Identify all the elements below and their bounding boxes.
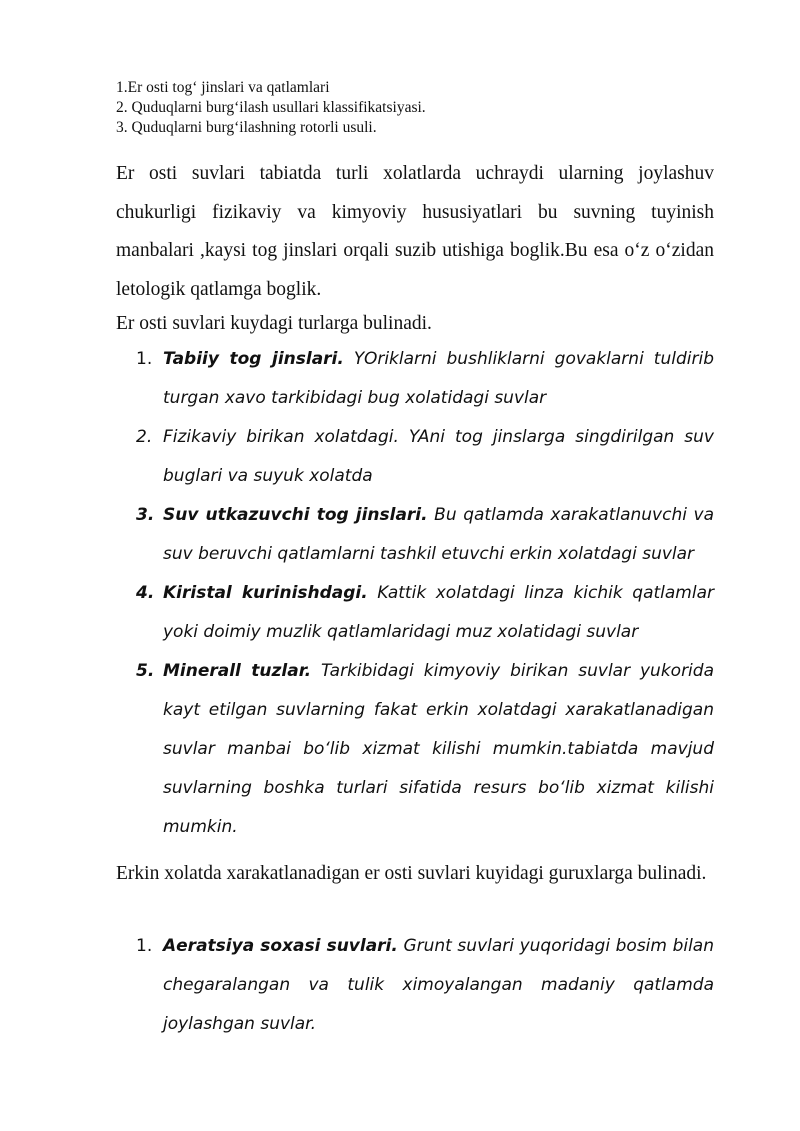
list-item — [116, 652, 714, 847]
intro-paragraph: Er osti suvlari tabiatda turli xolatlarda uchraydi ularning joylashuv chukurligi fizikaviy va kimyoviy hususiyatlari bu suvning tuyinish manbalari ,kaysi tog jinslari orqali suzib utishiga boglik.Bu esa o‘z o‘zidan letologik qatlamga boglik. — [116, 163, 714, 300]
item-number: 5. — [136, 661, 155, 681]
outline-item: 2. Quduqlarni burg‘ilash usullari klassifikatsiyasi. — [116, 99, 426, 116]
item-title: Aeratsiya soxasi suvlari. — [163, 936, 398, 956]
list-item — [116, 496, 714, 574]
item-number: 1. — [136, 936, 153, 956]
outline-item: 1.Er osti tog‘ jinslari va qatlamlari — [116, 79, 330, 96]
item-text: Bu qatlamda xarakatlanuvchi va suv beruvchi qatlamlarni tashkil etuvchi erkin xolatdagi suvlar — [163, 505, 714, 564]
item-text: YOriklarni bushliklarni govaklarni tuldirib turgan xavo tarkibidagi bug xolatidagi suvlar — [163, 349, 714, 408]
water-types-list — [116, 340, 714, 847]
item-title: Suv utkazuvchi tog jinslari. — [163, 505, 428, 525]
item-number: 1. — [136, 349, 153, 369]
item-text: Grunt suvlari yuqoridagi bosim bilan chegaralangan va tulik ximoyalangan madaniy qatlamda joylashgan suvlar. — [163, 936, 714, 1034]
item-number: 4. — [136, 583, 155, 603]
list-item — [116, 340, 714, 418]
outline-item: 3. Quduqlarni burg‘ilashning rotorli usuli. — [116, 119, 377, 136]
item-title: Tabiiy tog jinslari. — [163, 349, 344, 369]
groups-intro-paragraph: Erkin xolatda xarakatlanadigan er osti suvlari kuyidagi guruxlarga bulinadi. — [116, 863, 707, 884]
item-number: 2. — [136, 427, 153, 447]
topic-outline — [116, 78, 716, 138]
item-text: Tarkibidagi kimyoviy birikan suvlar yukorida kayt etilgan suvlarning fakat erkin xolatdagi xarakatlanadigan suvlar manbai bo‘lib xizmat kilishi mumkin.tabiatda mavjud suvlarning boshka turlari sifatida resurs bo‘lib xizmat kilishi mumkin. — [163, 661, 714, 837]
item-title: Minerall tuzlar. — [163, 661, 312, 681]
item-text: Kattik xolatdagi linza kichik qatlamlar yoki doimiy muzlik qatlamlaridagi muz xolatidagi suvlar — [163, 583, 714, 642]
water-groups-list — [116, 927, 714, 1044]
types-intro-paragraph: Er osti suvlari kuydagi turlarga bulinadi. — [116, 313, 432, 334]
list-item — [116, 418, 714, 496]
item-text: Fizikaviy birikan xolatdagi. YAni tog jinslarga singdirilgan suv buglari va suyuk xolatda — [163, 427, 714, 486]
item-number: 3. — [136, 505, 155, 525]
list-item — [116, 927, 714, 1044]
item-title: Kiristal kurinishdagi. — [163, 583, 368, 603]
list-item — [116, 574, 714, 652]
